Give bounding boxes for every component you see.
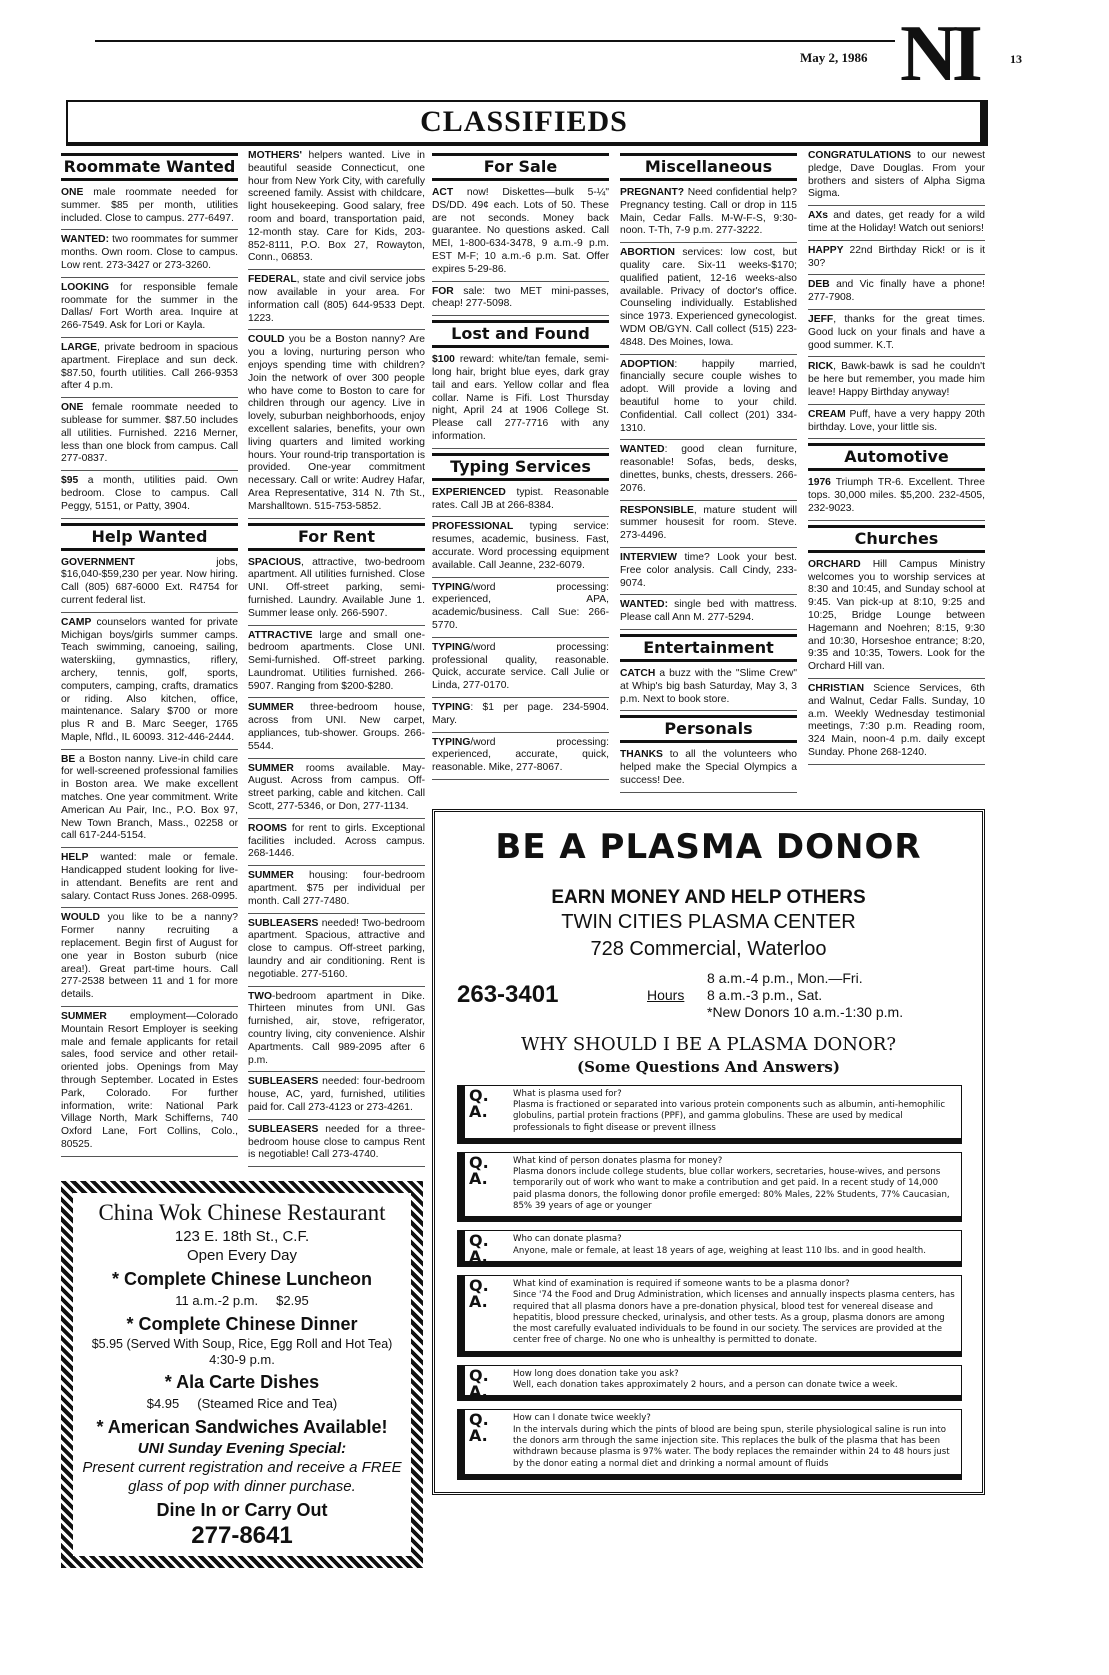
ad-text: -bedroom apartment in Dike. Thirteen minutes from UNI. Gas furnished, air, stove, refrigerator, country living, city convenience. Alshir Apartments. Call 989-2095 after 6 p.m. bbox=[248, 990, 425, 1066]
hours-label: Hours bbox=[647, 987, 685, 1004]
ad-text: needed for a three-bedroom house close to campus Rent is negotiable! Call 273-4740. bbox=[248, 1123, 425, 1161]
ad-lead: TYPING bbox=[432, 641, 471, 653]
ad-text: Science Services, 6th and Walnut, Cedar Falls. Sunday, 10 a.m. Weekly Wednesday testimonial meetings, 7:30 p.m. Reading room, 324 Main, noon-4 p.m. daily except Sunday. Phone 268-1240. bbox=[808, 682, 985, 758]
ad-text: : happily married, financially secure couple wishes to adopt. Will provide a loving and beautiful home to your child. Confidential. Call collect (201) 334-1310. bbox=[620, 358, 797, 434]
ala-carte-title: * Ala Carte Dishes bbox=[164, 1372, 320, 1393]
header-rule bbox=[95, 40, 895, 42]
ad-text: : $1 per page. 234-5904. Mary. bbox=[432, 701, 609, 726]
classified-ad bbox=[248, 870, 425, 913]
ad-text: needed! Two-bedroom apartment. Spacious, attractive and close to campus. Off-street parking, laundry and air conditioning. Rent is negotiable. 277-5160. bbox=[248, 917, 425, 980]
qa-item bbox=[457, 1085, 962, 1144]
ad-text: Triumph TR-6. Excellent. Three tops. 30,000 miles. $5,200. 232-4505, 232-9023. bbox=[808, 477, 985, 514]
classified-ad bbox=[248, 274, 425, 330]
ad-lead: SUMMER bbox=[248, 762, 294, 774]
category-heading: Typing Services bbox=[432, 453, 609, 481]
qa-labels bbox=[469, 1365, 489, 1401]
ad-lead: TWO bbox=[248, 990, 273, 1002]
plasma-hours bbox=[707, 970, 903, 1021]
classified-ad bbox=[808, 314, 985, 357]
ad-lead: RESPONSIBLE bbox=[620, 504, 694, 516]
answer: Plasma donors include college students, blue collar workers, secretaries, house-wives, and persons temporarily out of work who want to make a contribution and get paid. In a recent study of 14,000 paid plasma donors, the following donor profile emerged: 80% Males, 22% Students, 77% Caucasian, 85% 39 years of age or younger bbox=[513, 1167, 950, 1212]
ad-lead: FOR bbox=[432, 285, 454, 297]
ad-text: reward: white/tan female, semi-long hair, bright blue eyes, dark gray tail and ears. Yellow collar and flea collar. Name is Fifi. Lost Thursday night, April 24 at 1906 College St. Please call 277-7716 with any information. bbox=[432, 354, 609, 442]
ad-lead: SPACIOUS bbox=[248, 556, 302, 568]
ad-text: for responsible female roommate for the summer in the Dallas/ Fort Worth area. Inquire at 266-7549. Ask for Lori or Kayla. bbox=[61, 281, 238, 332]
ad-text: Puff, have a very happy 20th birthday. Love, your little sis. bbox=[808, 408, 985, 433]
ad-text: Need confidential help? Pregnancy testing. Call or drop in 115 Main, Cedar Falls. M-W-F-S, 9:30-noon. T-Th, 7-9 p.m. 277-3222. bbox=[620, 187, 797, 237]
ad-text: helpers wanted. Live in beautiful seaside Connecticut, one hour from New York City, with carefully screened family. Assist with childcare, light housekeeping. Good salary, free room and board, transportation paid, 12-month stay. Care for Kids, 203-852-8111, P.O. Box 27, Rowayton, Conn., 06853. bbox=[248, 150, 425, 264]
a-label: A. bbox=[469, 1168, 488, 1188]
classified-ad bbox=[61, 912, 238, 1007]
ad-lead: FEDERAL bbox=[248, 274, 297, 286]
qa-labels bbox=[469, 1085, 489, 1121]
answer: In the intervals during which the pints of blood are being spun, sterile physiological saline is run into the donors arm through the same injection site. This replaces the bulk of the plasma that has been withdrawn because plasma is 97% water. The body replaces the remainder within 24 to 48 hours just by the donor eating a normal diet and drinking a normal amount of fluids bbox=[513, 1424, 950, 1469]
ad-text: you be a Boston nanny? Are you a loving, nurturing person who enjoys spending time with children? Join the network of over 300 people who have come to Boston to care for children through our agency. Live in lovely, suburban neighborhoods, enjoy excellent salaries, benefits, your own living quarters and limited working hours. Your round-trip transportation is provided. One-year commitment necessary. Call or write: Audrey Hafar, Area Representative, 314 N. 7th St., Marshalltown. 515-753-5852. bbox=[248, 334, 425, 512]
newspaper-logo: NI bbox=[900, 10, 977, 98]
q-label: Q. bbox=[469, 1152, 489, 1172]
a-label: A. bbox=[469, 1381, 488, 1401]
ad-lead: WANTED bbox=[620, 444, 665, 456]
ad-text: counselors wanted for private Michigan boys/girls summer camps. Teach swimming, canoeing, sailing, waterskiing, gymnastics, riflery, archery, tennis, golf, sports, computers, camping, crafts, dramatics or riding. Also kitchen, office, maintenance. Salary $700 or more plus R and B. Marc Seeger, 1765 Maple, Nfld., IL 60093. 312-446-2444. bbox=[61, 616, 238, 743]
ad-text: needed: four-bedroom house, AC, yard, furnished, utilities paid for. Call 273-4123 or 273-4261. bbox=[248, 1076, 425, 1113]
classified-ad bbox=[61, 402, 238, 471]
classified-ad bbox=[432, 582, 609, 638]
classified-ad bbox=[61, 754, 238, 849]
ad-text: to our newest pledge, Dave Douglas. From your brothers and sisters of Alpha Sigma Sigma. bbox=[808, 150, 985, 200]
classified-ad bbox=[432, 702, 609, 733]
ad-text: a buzz with the "Slime Crew" at Whip's big bash Saturday, May 3, 3 p.m. Next to book store. bbox=[620, 667, 797, 705]
q-label: Q. bbox=[469, 1275, 489, 1295]
classified-ad bbox=[432, 286, 609, 317]
left-block bbox=[61, 150, 425, 1568]
luncheon-title: * Complete Chinese Luncheon bbox=[111, 1269, 373, 1290]
classified-ad bbox=[248, 702, 425, 758]
ad-lead: CHRISTIAN bbox=[808, 682, 865, 694]
classified-ad bbox=[248, 557, 425, 626]
classified-ad bbox=[808, 683, 985, 765]
category-heading: Roommate Wanted bbox=[61, 153, 238, 181]
ad-lead: ROOMS bbox=[248, 822, 287, 834]
left-columns bbox=[61, 150, 425, 1171]
ad-text: typing service: resumes, academic, business. Fast, accurate. Word processing equipment available. Call Jeanne, 232-6079. bbox=[432, 521, 609, 571]
ad-text: , Bawk-bawk is sad he couldn't be here but remember, you made him leave! Happy Birthday anyway! bbox=[808, 361, 985, 398]
section-title: CLASSIFIEDS bbox=[420, 105, 628, 138]
ad-lead: HELP bbox=[61, 852, 89, 864]
category-heading: Lost and Found bbox=[432, 320, 609, 348]
ad-lead: SUMMER bbox=[248, 702, 294, 714]
classified-ad bbox=[808, 559, 985, 679]
column-2 bbox=[248, 150, 425, 1171]
ad-lead: ABORTION bbox=[620, 247, 675, 259]
issue-date: May 2, 1986 bbox=[800, 50, 868, 65]
ad-lead: ACT bbox=[432, 187, 454, 198]
classified-ad bbox=[808, 279, 985, 310]
classified-ad bbox=[61, 617, 238, 750]
qa-labels bbox=[469, 1233, 489, 1265]
a-label: A. bbox=[469, 1426, 488, 1446]
question: What kind of person donates plasma for money? bbox=[513, 1155, 723, 1166]
ad-lead: CATCH bbox=[620, 667, 656, 679]
ad-text: time? Look your best. Free color analysis. Call Cindy, 233-9074. bbox=[620, 551, 797, 589]
a-label: A. bbox=[469, 1291, 488, 1311]
classified-ad bbox=[248, 1076, 425, 1119]
classified-ad bbox=[61, 852, 238, 908]
restaurant-name: China Wok Chinese Restaurant bbox=[98, 1200, 386, 1226]
ad-text: 22nd Birthday Rick! or is it 30? bbox=[808, 244, 985, 269]
open-days: Open Every Day bbox=[186, 1247, 298, 1265]
plasma-headline: BE A PLASMA DONOR bbox=[495, 826, 922, 867]
column-3 bbox=[432, 150, 609, 784]
question: What is plasma used for? bbox=[513, 1088, 622, 1099]
classified-ad bbox=[808, 361, 985, 404]
ad-lead: WANTED: bbox=[61, 234, 110, 246]
classified-ad bbox=[620, 668, 797, 711]
ad-lead: SUMMER bbox=[61, 1011, 107, 1023]
special-title: UNI Sunday Evening Special: bbox=[137, 1440, 347, 1458]
ad-lead: ONE bbox=[61, 187, 84, 198]
ad-lead: PREGNANT? bbox=[620, 187, 685, 198]
classified-ad bbox=[61, 342, 238, 398]
qa-labels bbox=[469, 1275, 489, 1311]
qa-labels bbox=[469, 1152, 489, 1188]
classified-ad bbox=[61, 475, 238, 518]
ad-text: housing: four-bedroom apartment. $75 per individual per month. Call 277-7480. bbox=[248, 870, 425, 907]
ad-text: you like to be a nanny? Former nanny recruiting a replacement. Begin first of August for one year in Boston suburb (nice area!). Great part-time hours. Call 277-2538 between 11 and 1 for more details. bbox=[61, 912, 238, 1001]
classified-ad bbox=[620, 359, 797, 441]
classified-ad bbox=[432, 354, 609, 449]
ad-text: two roommates for summer months. Own room. Close to campus. Low rent. 273-3427 or 273-3260. bbox=[61, 234, 238, 271]
ad-lead: BE bbox=[61, 753, 76, 765]
column-4 bbox=[620, 150, 797, 797]
dinner-hours: 4:30-9 p.m. bbox=[209, 1352, 275, 1368]
classified-ad bbox=[248, 630, 425, 699]
question: Who can donate plasma? bbox=[513, 1234, 622, 1245]
ad-text: services: low cost, but quality care. Six-11 weeks-$170; qualified patient, 12-16 weeks-also available. Privacy of doctor's office. Counseling individually. Established since 1973. Experienced gynecologist. WDM OB/GYN. Call collect (515) 223-4848. Des Moines, Iowa. bbox=[620, 247, 797, 348]
special-text: Present current registration and receive a FREE glass of pop with dinner purchase. bbox=[82, 1459, 402, 1496]
ad-text: , private bedroom in spacious apartment. Fireplace and sun deck. $87.50, fourth utilities. Call 266-9353 after 4 p.m. bbox=[61, 341, 238, 392]
ad-text: sale: two MET mini-passes, cheap! 277-5098. bbox=[432, 285, 609, 310]
answer: Well, each donation takes approximately 2 hours, and a person can donate twice a week. bbox=[513, 1380, 898, 1391]
ad-text: female roommate needed to sublease for summer. $87.50 includes all utilities. Furnished. 2216 Merner, less than one block from campus. Call 277-0837. bbox=[61, 402, 238, 465]
classified-ad bbox=[620, 599, 797, 630]
ad-text: , attractive, two-bedroom apartment. All utilities furnished. Close UNI. Off-street parking, semi-furnished. Laundry. Available June 1. Summer lease only. 266-5907. bbox=[248, 556, 425, 619]
category-heading: Personals bbox=[620, 715, 797, 743]
classified-ad bbox=[248, 763, 425, 819]
ad-lead: ONE bbox=[61, 402, 84, 414]
ad-text: employment—Colorado Mountain Resort Employer is seeking male and female applicants for retail sales, food service and other retail-oriented jobs. Openings from May through September. Located in Estes Park, Colorado. For further information, write: National Park Village North, Mark Schifferns, 740 Oxford Lane, Fort Collins, Colo., 80525. bbox=[61, 1011, 238, 1150]
ad-text: now! Diskettes—bulk 5-¼" DS/DD. 49¢ each. Lots of 50. These are not seconds. Money back guarantee. No questions asked. Call MEI, 1-800-634-3478, 9 a.m.-9 p.m. EST M-F; 10 a.m.-6 p.m. Sat. Offer expires 5-29-86. bbox=[432, 187, 609, 275]
contact-row bbox=[457, 970, 964, 1021]
qa-list bbox=[435, 1085, 982, 1480]
category-heading: Miscellaneous bbox=[620, 153, 797, 181]
q-label: Q. bbox=[469, 1231, 489, 1251]
ad-text: /word processing: experienced, APA, academic/business. Call Sue: 266-5770. bbox=[432, 581, 609, 631]
right-columns bbox=[432, 150, 985, 797]
section-banner bbox=[66, 100, 988, 146]
classified-ad bbox=[61, 557, 238, 613]
category-heading: Entertainment bbox=[620, 634, 797, 662]
ad-text: /word processing: professional quality, reasonable. Quick, accurate service. Call Julie or Linda, 277-0170. bbox=[432, 641, 609, 692]
ala-carte-detail: $4.95 (Steamed Rice and Tea) bbox=[146, 1396, 338, 1412]
classified-ad bbox=[620, 444, 797, 500]
qa-labels bbox=[469, 1412, 489, 1444]
why-heading: WHY SHOULD I BE A PLASMA DONOR? bbox=[521, 1033, 896, 1055]
classified-ad bbox=[432, 487, 609, 518]
ad-lead: DEB bbox=[808, 279, 830, 291]
classified-ad bbox=[620, 247, 797, 354]
classified-ad bbox=[432, 642, 609, 698]
ad-lead: CREAM bbox=[808, 408, 846, 420]
plasma-phone: 263-3401 bbox=[457, 981, 559, 1009]
question: What kind of examination is required if someone wants to be a plasma donor? bbox=[513, 1278, 850, 1289]
qa-item bbox=[457, 1275, 962, 1357]
classified-ad bbox=[432, 737, 609, 780]
plasma-donor-ad bbox=[432, 809, 985, 1495]
ad-lead: TYPING bbox=[432, 701, 471, 713]
ad-lead: THANKS bbox=[620, 749, 663, 761]
hours-saturday: 8 a.m.-3 p.m., Sat. bbox=[707, 986, 823, 1003]
classified-ad bbox=[61, 187, 238, 230]
classified-ad bbox=[248, 1124, 425, 1167]
a-label: A. bbox=[469, 1101, 488, 1121]
ad-text: , thanks for the great times. Good luck on your finals and have a good summer. K.T. bbox=[808, 313, 985, 351]
classified-ad bbox=[620, 749, 797, 792]
answer: Since '74 the Food and Drug Administration, which licenses and annually inspects plasma centers, has required that all plasma donors have a pre-donation physical, blood test for venereal disease and hepatitis, blood pressure checked, urinalysis, and other tests. As a group, plasma donors are among the most carefully evaluated individuals to be found in our society. The services are provided at the center free of charge. No one who is unhealthy is permitted to donate. bbox=[513, 1290, 955, 1346]
ad-lead: ADOPTION bbox=[620, 358, 675, 370]
luncheon-detail: 11 a.m.-2 p.m. $2.95 bbox=[175, 1293, 309, 1309]
qa-item bbox=[457, 1365, 962, 1402]
ad-lead: PROFESSIONAL bbox=[432, 521, 514, 533]
ad-lead: AXs bbox=[808, 210, 829, 222]
ad-lead: $95 bbox=[61, 475, 79, 487]
ad-text: male roommate needed for summer. $85 per month, utilities included. Close to campus. 277-6497. bbox=[61, 187, 238, 224]
classified-ad bbox=[61, 234, 238, 277]
ad-lead: LOOKING bbox=[61, 281, 110, 293]
classified-ad bbox=[61, 1011, 238, 1157]
answer: Plasma is fractioned or separated into various protein components such as albumin, anti-hemophilic globulins, partial protein fractions (PPF), and gamma globulins. These are used by medical professionals to fight disease or prevent illness bbox=[513, 1099, 946, 1133]
ad-text: a Boston nanny. Live-in child care for well-screened professional families in Boston area. We make excellent matches. One year commitment. Write American Au Pair, Inc., P.O. Box 97, New Town Branch, Mass., 02258 or call 617-244-5154. bbox=[61, 753, 238, 842]
ad-text: , mature student will summer housesit for room. Steve. 273-4496. bbox=[620, 504, 797, 542]
ad-text: and dates, get ready for a wild time at the Holiday! Watch out seniors! bbox=[808, 210, 985, 234]
plasma-address: 728 Commercial, Waterloo bbox=[590, 937, 827, 960]
classified-ad bbox=[620, 505, 797, 548]
classified-ad bbox=[432, 187, 609, 282]
page-number: 13 bbox=[1010, 52, 1022, 66]
column-5 bbox=[808, 150, 985, 769]
ad-lead: CONGRATULATIONS bbox=[808, 150, 912, 161]
ad-lead: SUMMER bbox=[248, 870, 294, 882]
classified-ad bbox=[248, 334, 425, 518]
ad-lead: WANTED: bbox=[620, 599, 669, 611]
q-label: Q. bbox=[469, 1410, 489, 1430]
ad-text: for rent to girls. Exceptional facilities included. Across campus. 268-1446. bbox=[248, 822, 425, 860]
plasma-center-name: TWIN CITIES PLASMA CENTER bbox=[561, 910, 856, 933]
a-label: A. bbox=[469, 1247, 488, 1267]
plasma-earn: EARN MONEY AND HELP OTHERS bbox=[551, 886, 866, 908]
q-label: Q. bbox=[469, 1365, 489, 1385]
question: How can I donate twice weekly? bbox=[513, 1413, 651, 1424]
ad-lead: GOVERNMENT bbox=[61, 556, 135, 568]
restaurant-phone: 277-8641 bbox=[191, 1522, 293, 1550]
classified-ad bbox=[61, 282, 238, 338]
ad-text: , state and civil service jobs now available in your area. For information call (805) 644-9533 Dept. 1223. bbox=[248, 274, 425, 324]
classified-ad bbox=[620, 187, 797, 243]
ad-lead: RICK bbox=[808, 361, 834, 373]
ad-lead: SUBLEASERS bbox=[248, 1123, 319, 1135]
category-heading: Automotive bbox=[808, 443, 985, 471]
hours-new-donors: *New Donors 10 a.m.-1:30 p.m. bbox=[707, 1003, 904, 1020]
ad-text: a month, utilities paid. Own bedroom. Close to campus. Call Peggy, 5151, or Patty, 3904. bbox=[61, 475, 238, 512]
ad-lead: COULD bbox=[248, 334, 285, 346]
column-1 bbox=[61, 150, 238, 1161]
ad-lead: WOULD bbox=[61, 912, 100, 924]
classified-ad bbox=[620, 552, 797, 595]
ad-lead: CAMP bbox=[61, 616, 92, 628]
qa-item bbox=[457, 1152, 962, 1222]
ad-lead: MOTHERS' bbox=[248, 150, 302, 161]
ad-lead: LARGE bbox=[61, 341, 98, 353]
ad-text: three-bedroom house, across from UNI. New carpet, appliances, tub-shower. Groups. 266-5544. bbox=[248, 702, 425, 752]
ad-text: /word processing: experienced, accurate, quick, reasonable. Mike, 277-8067. bbox=[432, 736, 609, 774]
ad-lead: TYPING bbox=[432, 581, 471, 593]
dinner-title: * Complete Chinese Dinner bbox=[126, 1314, 358, 1335]
ad-lead: SUBLEASERS bbox=[248, 1076, 319, 1088]
ad-lead: ATTRACTIVE bbox=[248, 629, 313, 641]
ad-text: single bed with mattress. Please call Ann M. 277-5294. bbox=[620, 599, 797, 624]
ad-text: wanted: male or female. Handicapped student looking for live-in attendant. Benefits are rent and salary. Contact Russ Jones. 268-0995. bbox=[61, 852, 238, 902]
q-label: Q. bbox=[469, 1085, 489, 1105]
sandwiches-title: * American Sandwiches Available! bbox=[96, 1417, 388, 1438]
classified-ad bbox=[432, 521, 609, 577]
dinner-detail: $5.95 (Served With Soup, Rice, Egg Roll and Hot Tea) bbox=[91, 1337, 393, 1352]
ad-text: : good clean furniture, reasonable! Sofas, beds, desks, dinettes, bunks, chests, dressers. 266-2076. bbox=[620, 444, 797, 494]
ad-text: typist. Reasonable rates. Call JB at 266-8384. bbox=[432, 486, 609, 511]
classified-ad bbox=[248, 991, 425, 1073]
dine-in-carry-out: Dine In or Carry Out bbox=[156, 1500, 328, 1521]
hours-weekday: 8 a.m.-4 p.m., Mon.—Fri. bbox=[707, 969, 863, 986]
classified-ad bbox=[808, 245, 985, 276]
ad-lead: JEFF bbox=[808, 313, 834, 325]
ad-lead: INTERVIEW bbox=[620, 551, 678, 563]
ad-text: Hill Campus Ministry welcomes you to worship services at 8:30 and 10:45, and Sunday school at 9:45. Van pick-up at 8:10, 9:25 and 10:25, Bridge Lounge between Hagemann and Noehren; 8:15, 9:30 and 10:30, Horseshoe entrance; 8:20, 9:35 and 10:35, Towers. Look for the Orchard Hill van. bbox=[808, 558, 985, 673]
classified-ad bbox=[808, 210, 985, 241]
ad-lead: TYPING bbox=[432, 736, 471, 748]
ad-lead: ORCHARD bbox=[808, 558, 861, 570]
ad-text: large and small one-bedroom apartments. Close UNI. Semi-furnished. Off-street parking. Laundromat. Utilities furnished. 266-5907. Ranging from $200-$280. bbox=[248, 629, 425, 692]
question: How long does donation take you ask? bbox=[513, 1368, 679, 1379]
qa-subtitle: (Some Questions And Answers) bbox=[577, 1057, 840, 1076]
classified-ad bbox=[808, 150, 985, 206]
classified-ad bbox=[248, 150, 425, 270]
china-wok-ad bbox=[61, 1181, 423, 1568]
ad-lead: 1976 bbox=[808, 477, 831, 489]
right-block bbox=[432, 150, 985, 1495]
qa-item bbox=[457, 1409, 962, 1479]
ad-text: to all the volunteers who helped make the Special Olympics a success! Dee. bbox=[620, 749, 797, 786]
ad-lead: HAPPY bbox=[808, 244, 844, 256]
ad-lead: SUBLEASERS bbox=[248, 917, 319, 929]
classified-ad bbox=[808, 409, 985, 440]
classified-ad bbox=[808, 477, 985, 520]
qa-item bbox=[457, 1230, 962, 1267]
ad-lead: EXPERIENCED bbox=[432, 486, 506, 498]
category-heading: Help Wanted bbox=[61, 523, 238, 551]
category-heading: For Sale bbox=[432, 153, 609, 181]
classified-ad bbox=[248, 823, 425, 866]
category-heading: Churches bbox=[808, 525, 985, 553]
ad-text: and Vic finally have a phone! 277-7908. bbox=[808, 279, 985, 304]
category-heading: For Rent bbox=[248, 523, 425, 551]
ad-lead: $100 bbox=[432, 354, 455, 366]
restaurant-address: 123 E. 18th St., C.F. bbox=[174, 1228, 310, 1246]
classified-ad bbox=[248, 918, 425, 987]
ad-text: rooms available. May-August. Across from campus. Off-street parking, cable and kitchen. Call Scott, 277-5346, or Don, 277-1134. bbox=[248, 762, 425, 813]
ad-text: jobs, $16,040-$59,230 per year. Now hiring. Call (805) 687-6000 Ext. R4754 for current federal list. bbox=[61, 556, 238, 606]
answer: Anyone, male or female, at least 18 years of age, weighing at least 110 lbs. and in good health. bbox=[513, 1245, 926, 1256]
